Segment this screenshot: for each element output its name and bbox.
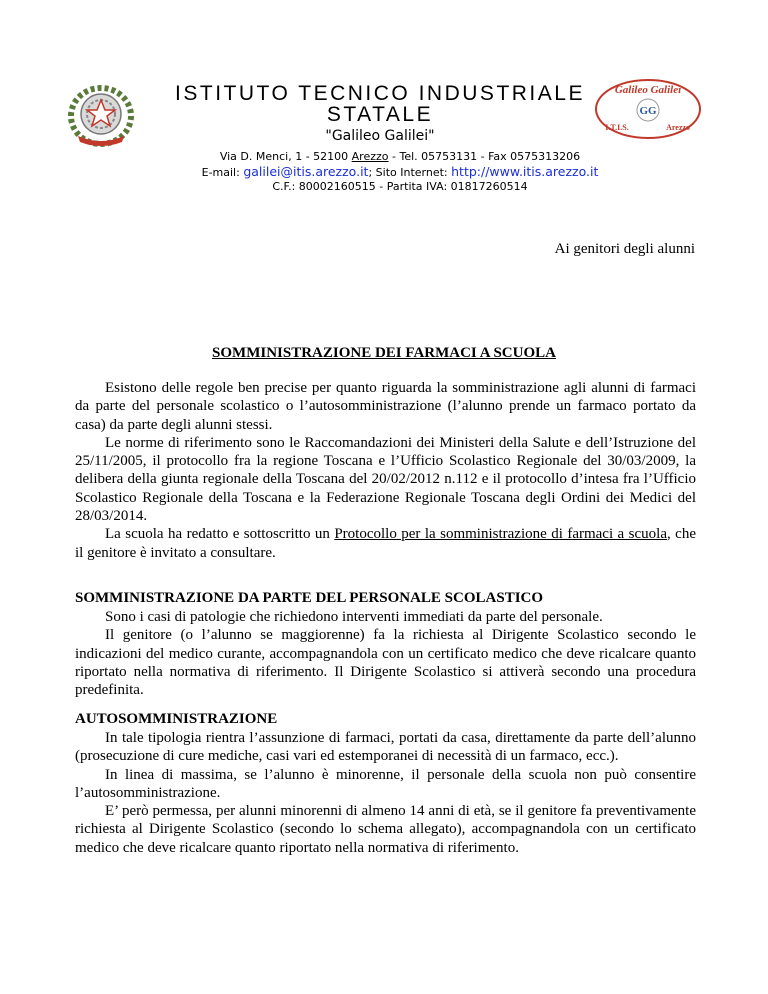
section-paragraph: Sono i casi di patologie che richiedono interventi immediati da parte del personale.: [105, 609, 603, 625]
recipient-line: Ai genitori degli alunni: [554, 241, 695, 257]
email-link[interactable]: galilei@itis.arezzo.it: [243, 164, 369, 179]
website-link[interactable]: http://www.itis.arezzo.it: [451, 164, 599, 179]
section-paragraph: In linea di massima, se l’alunno è minorenne, il personale della scuola non può consentire l’autosomministrazione.: [75, 766, 696, 801]
italian-republic-emblem-icon: [68, 82, 134, 148]
school-logo-icon: [593, 78, 703, 140]
address-city: Arezzo: [351, 150, 389, 163]
section-staff-body: [75, 608, 696, 699]
logo-text-top: Galileo Galilei: [614, 84, 682, 96]
protocol-text-post: , che il genitore è invitato a consultare.: [75, 526, 696, 561]
school-subname: "Galileo Galilei": [325, 128, 435, 144]
section-paragraph: E’ però permessa, per alunni minorenni di almeno 14 anni di età, se il genitore fa preventivamente richiesta al Dirigente Scolastico (secondo lo schema allegato), accompagnandola con un certificato medico che deve ricalcare quanto riportato nella normativa di riferimento.: [75, 803, 696, 856]
section-heading-staff: SOMMINISTRAZIONE DA PARTE DEL PERSONALE SCOLASTICO: [75, 590, 544, 606]
fiscal-line: C.F.: 80002160515 - Partita IVA: 01817260514: [272, 180, 528, 193]
intro-paragraph: Esistono delle regole ben precise per quanto riguarda la somministrazione agli alunni di farmaci da parte del personale scolastico o l’autosomministrazione (l’alunno prende un farmaco portato da casa) da parte degli alunni stessi.: [75, 380, 696, 433]
intro-paragraph: [75, 525, 696, 562]
contact-line: [150, 165, 650, 180]
section-self-body: [75, 729, 696, 857]
intro-paragraph: Le norme di riferimento sono le Raccomandazioni dei Ministeri della Salute e dell’Istruzione del 25/11/2005, il protocollo fra la regione Toscana e l’Ufficio Scolastico Regionale del 30/03/2009, la delibera della giunta regionale della Toscana del 20/02/2012 n.112 e il protocollo d’intesa fra l’Ufficio Scolastico Regionale della Toscana e la Federazione Regionale Toscana degli Ordini dei Medici del 28/03/2014.: [75, 434, 696, 525]
logo-text-left: I.T.I.S.: [605, 123, 629, 132]
protocol-text-pre: La scuola ha redatto e sottoscritto un: [105, 526, 335, 543]
email-label: E-mail:: [201, 166, 244, 179]
logo-monogram: GG: [639, 105, 657, 117]
address-suffix: - Tel. 05753131 - Fax 0575313206: [388, 150, 581, 163]
section-paragraph: Il genitore (o l’alunno se maggiorenne) fa la richiesta al Dirigente Scolastico secondo le indicazioni del medico curante, accompagnandola con un certificato medico che deve ricalcare quanto riportato nella normativa di riferimento. Il Dirigente Scolastico si attiverà secondo una procedura predefinita.: [75, 627, 696, 699]
site-label: ; Sito Internet:: [368, 166, 452, 179]
address-line: [150, 150, 650, 164]
document-title: SOMMINISTRAZIONE DEI FARMACI A SCUOLA: [212, 345, 556, 361]
logo-text-right: Arezzo: [666, 123, 690, 132]
school-name: ISTITUTO TECNICO INDUSTRIALE STATALE: [175, 82, 585, 126]
address-prefix: Via D. Menci, 1 - 52100: [219, 150, 352, 163]
section-paragraph: In tale tipologia rientra l’assunzione di farmaci, portati da casa, direttamente da parte dell’alunno (prosecuzione di cure mediche, casi vari ed estemporanei di necessità di un farmaco, ecc.).: [75, 730, 696, 765]
protocol-link[interactable]: Protocollo per la somministrazione di farmaci a scuola: [334, 526, 667, 543]
section-heading-self: AUTOSOMMINISTRAZIONE: [75, 711, 278, 727]
intro-section: [75, 379, 696, 562]
